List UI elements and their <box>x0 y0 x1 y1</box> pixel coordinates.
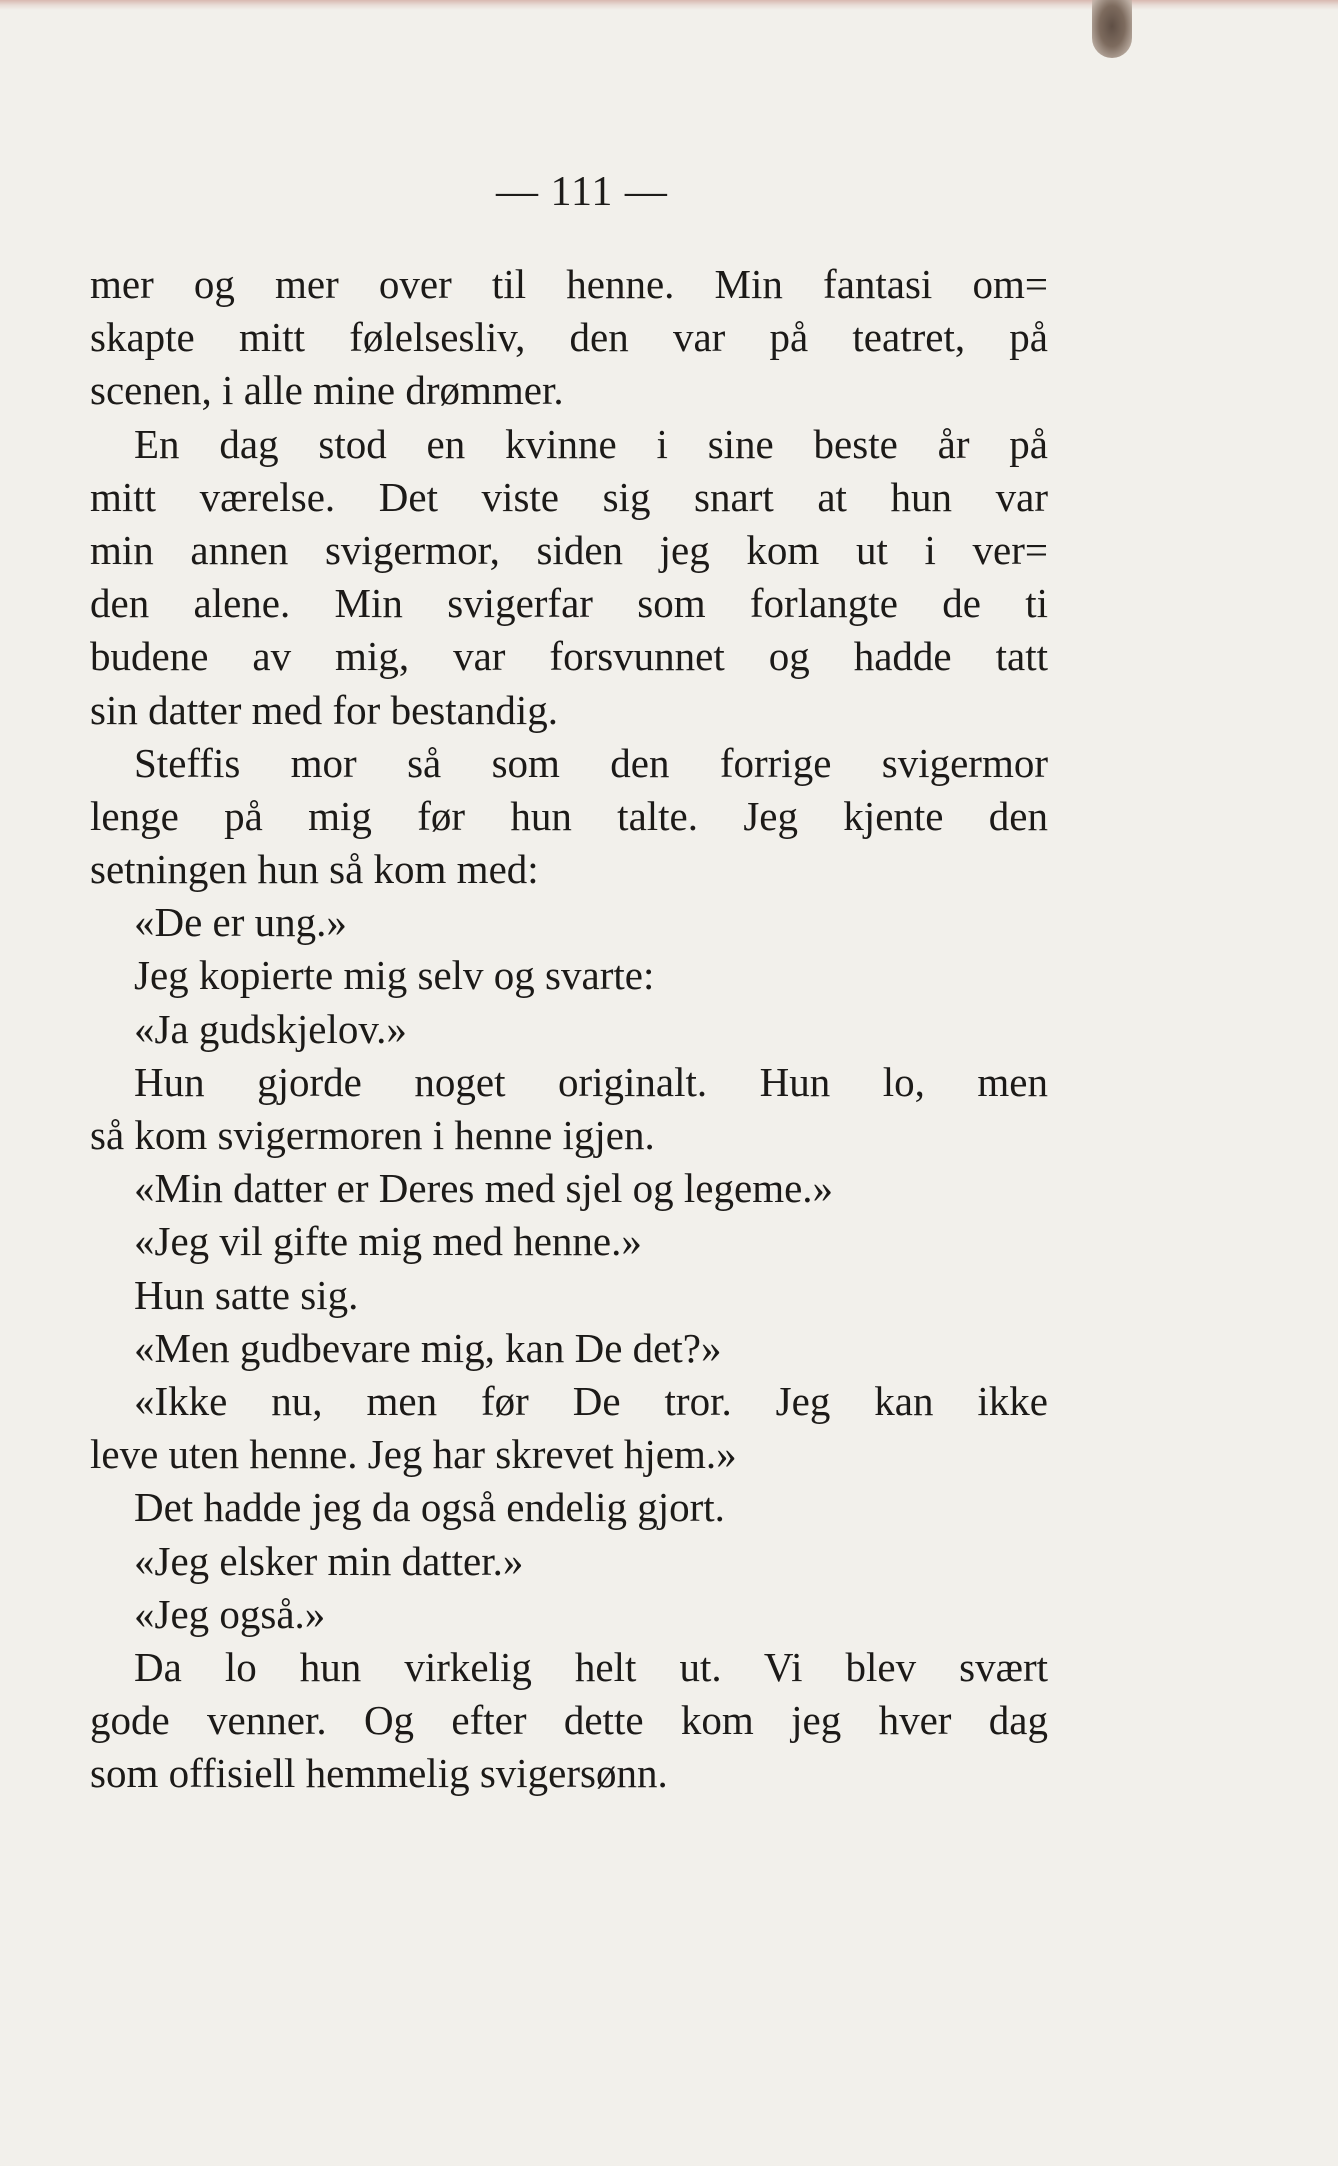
text-line: Hun gjorde noget originalt. Hun lo, men <box>134 1058 1048 1105</box>
text-line: mitt værelse. Det viste sig snart at hun var <box>90 473 1048 520</box>
text-line: så kom svigermoren i henne igjen. <box>90 1112 655 1158</box>
text-line: «Min datter er Deres med sjel og legeme.» <box>134 1165 834 1212</box>
text-line: «De er ung.» <box>134 899 347 946</box>
text-line: den alene. Min svigerfar som forlangte de ti <box>90 580 1048 627</box>
page-number: — 111 — <box>496 169 668 215</box>
text-line: Det hadde jeg da også endelig gjort. <box>134 1484 725 1531</box>
text-line: En dag stod en kvinne i sine beste år på <box>134 420 1048 467</box>
text-line: som offisiell hemmelig svigersønn. <box>90 1750 668 1797</box>
text-line: Hun satte sig. <box>134 1271 359 1318</box>
ink-stain <box>1092 0 1132 58</box>
text-line: gode venner. Og efter dette kom jeg hver dag <box>90 1697 1048 1744</box>
text-line: skapte mitt følelsesliv, den var på teatret, på <box>90 314 1048 361</box>
text-line: mer og mer over til henne. Min fantasi om= <box>90 261 1048 307</box>
text-line: lenge på mig før hun talte. Jeg kjente den <box>90 792 1048 839</box>
text-line: scenen, i alle mine drømmer. <box>90 367 564 414</box>
page-top-edge <box>0 0 1338 10</box>
text-line: Jeg kopierte mig selv og svarte: <box>134 952 655 999</box>
text-line: sin datter med for bestandig. <box>90 686 558 733</box>
text-line: min annen svigermor, siden jeg kom ut i ver= <box>90 526 1048 573</box>
body-text <box>90 258 1048 1800</box>
text-line: Steffis mor så som den forrige svigermor <box>134 739 1048 786</box>
text-line: «Jeg elsker min datter.» <box>134 1537 524 1584</box>
text-line: «Jeg vil gifte mig med henne.» <box>134 1218 642 1265</box>
text-line: Da lo hun virkelig helt ut. Vi blev svært <box>134 1643 1048 1690</box>
text-line: leve uten henne. Jeg har skrevet hjem.» <box>90 1431 737 1478</box>
text-line: setningen hun så kom med: <box>90 846 539 893</box>
text-line: «Ja gudskjelov.» <box>134 1005 407 1052</box>
text-line: budene av mig, var forsvunnet og hadde tatt <box>90 633 1048 680</box>
text-line: «Men gudbevare mig, kan De det?» <box>134 1324 722 1371</box>
text-line: «Ikke nu, men før De tror. Jeg kan ikke <box>134 1377 1048 1424</box>
text-line: «Jeg også.» <box>134 1590 326 1637</box>
